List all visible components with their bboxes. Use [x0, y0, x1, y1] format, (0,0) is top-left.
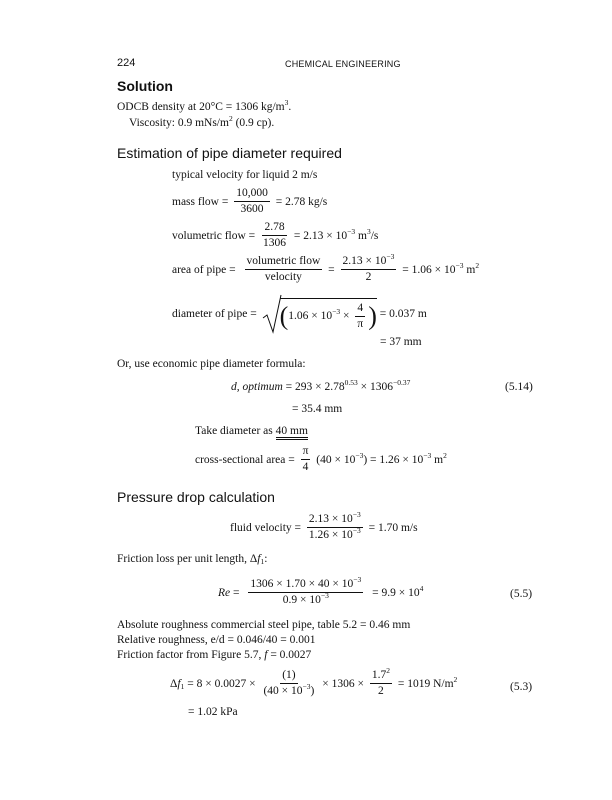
economic-diameter-equation: d, optimum = $293 \times 2.78^{0.53} \times 1306^{-0.37}$: [231, 378, 411, 393]
cross-sectional-area-equation: cross-sectional area = $\frac{\pi}{4}$ $(40 \times 10^{-3}) = 1.26 \times 10^{-3}$ $m^2$: [195, 445, 447, 473]
typical-velocity-line: typical velocity for liquid 2 m/s: [172, 169, 318, 181]
friction-loss-kpa-result: = 1.02 kPa: [188, 706, 238, 718]
solution-heading: Solution: [117, 78, 173, 94]
friction-loss-label: Friction loss per unit length, $\Delta f_1$:: [117, 553, 268, 566]
take-diameter-line: Take diameter as 40 mm: [195, 425, 308, 437]
absolute-roughness-line: Absolute roughness commercial steel pipe, table 5.2 = 0.46 mm: [117, 619, 411, 631]
volumetric-flow-equation: volumetric flow = $\frac{2.78}{1306}$ = $2.13 \times 10^{-3}$ $m^3/s$: [172, 221, 379, 249]
economic-diameter-result: = 35.4 mm: [292, 403, 343, 415]
diameter-of-pipe-equation: diameter of pipe = ($1.06 \times 10^{-3}$ × $\frac{4}{\pi}$ ) = 0.037 m: [172, 294, 427, 334]
economic-formula-intro: Or, use economic pipe diameter formula:: [117, 358, 306, 370]
friction-factor-line: Friction factor from Figure 5.7, f = 0.0027: [117, 649, 312, 661]
diameter-mm-result: = 37 mm: [380, 336, 422, 348]
section-heading-pipe-diameter: Estimation of pipe diameter required: [117, 145, 342, 161]
page-number: 224: [117, 57, 136, 69]
friction-loss-equation: $\Delta f_1 = 8 \times 0.0027$ × $\frac{(1)}{(40 \times 10^{-3})}$ × 1306 × $\frac{1.7^2}{2}$ = 1019 $N/m^2$: [170, 666, 458, 697]
viscosity-line: Viscosity: 0.9 mNs/$m^2$ (0.9 cp).: [129, 114, 275, 129]
equation-ref-5-3: (5.3): [510, 681, 533, 693]
square-root-symbol: [262, 294, 282, 334]
section-heading-pressure-drop: Pressure drop calculation: [117, 489, 275, 505]
equation-ref-5-5: (5.5): [510, 588, 533, 600]
area-of-pipe-equation: area of pipe = $\frac{\text{volumetric flow}}{\text{velocity}}$ = $\frac{2.13 \times 10^{-3}}{2}$ = $1.06 \times 10^{-3}$ $m^2$: [172, 252, 480, 283]
mass-flow-equation: mass flow = $\frac{10,000}{3600}$ = 2.78 kg/s: [172, 187, 328, 215]
chosen-diameter-value: 40 mm: [276, 425, 308, 440]
equation-ref-5-14: (5.14): [505, 381, 533, 393]
relative-roughness-line: Relative roughness, e/d = 0.046/40 = 0.001: [117, 634, 316, 646]
fluid-velocity-equation: fluid velocity = $\frac{2.13 \times 10^{-3}}{1.26 \times 10^{-3}}$ = 1.70 m/s: [230, 510, 418, 541]
density-line: ODCB density at 20°C = 1306 $kg/m^3$.: [117, 98, 292, 113]
running-title: CHEMICAL ENGINEERING: [285, 59, 401, 69]
reynolds-number-equation: Re = $\frac{1306 \times 1.70 \times 40 \times 10^{-3}}{0.9 \times 10^{-3}}$ = $9.9 \times 10^4$: [218, 575, 424, 606]
